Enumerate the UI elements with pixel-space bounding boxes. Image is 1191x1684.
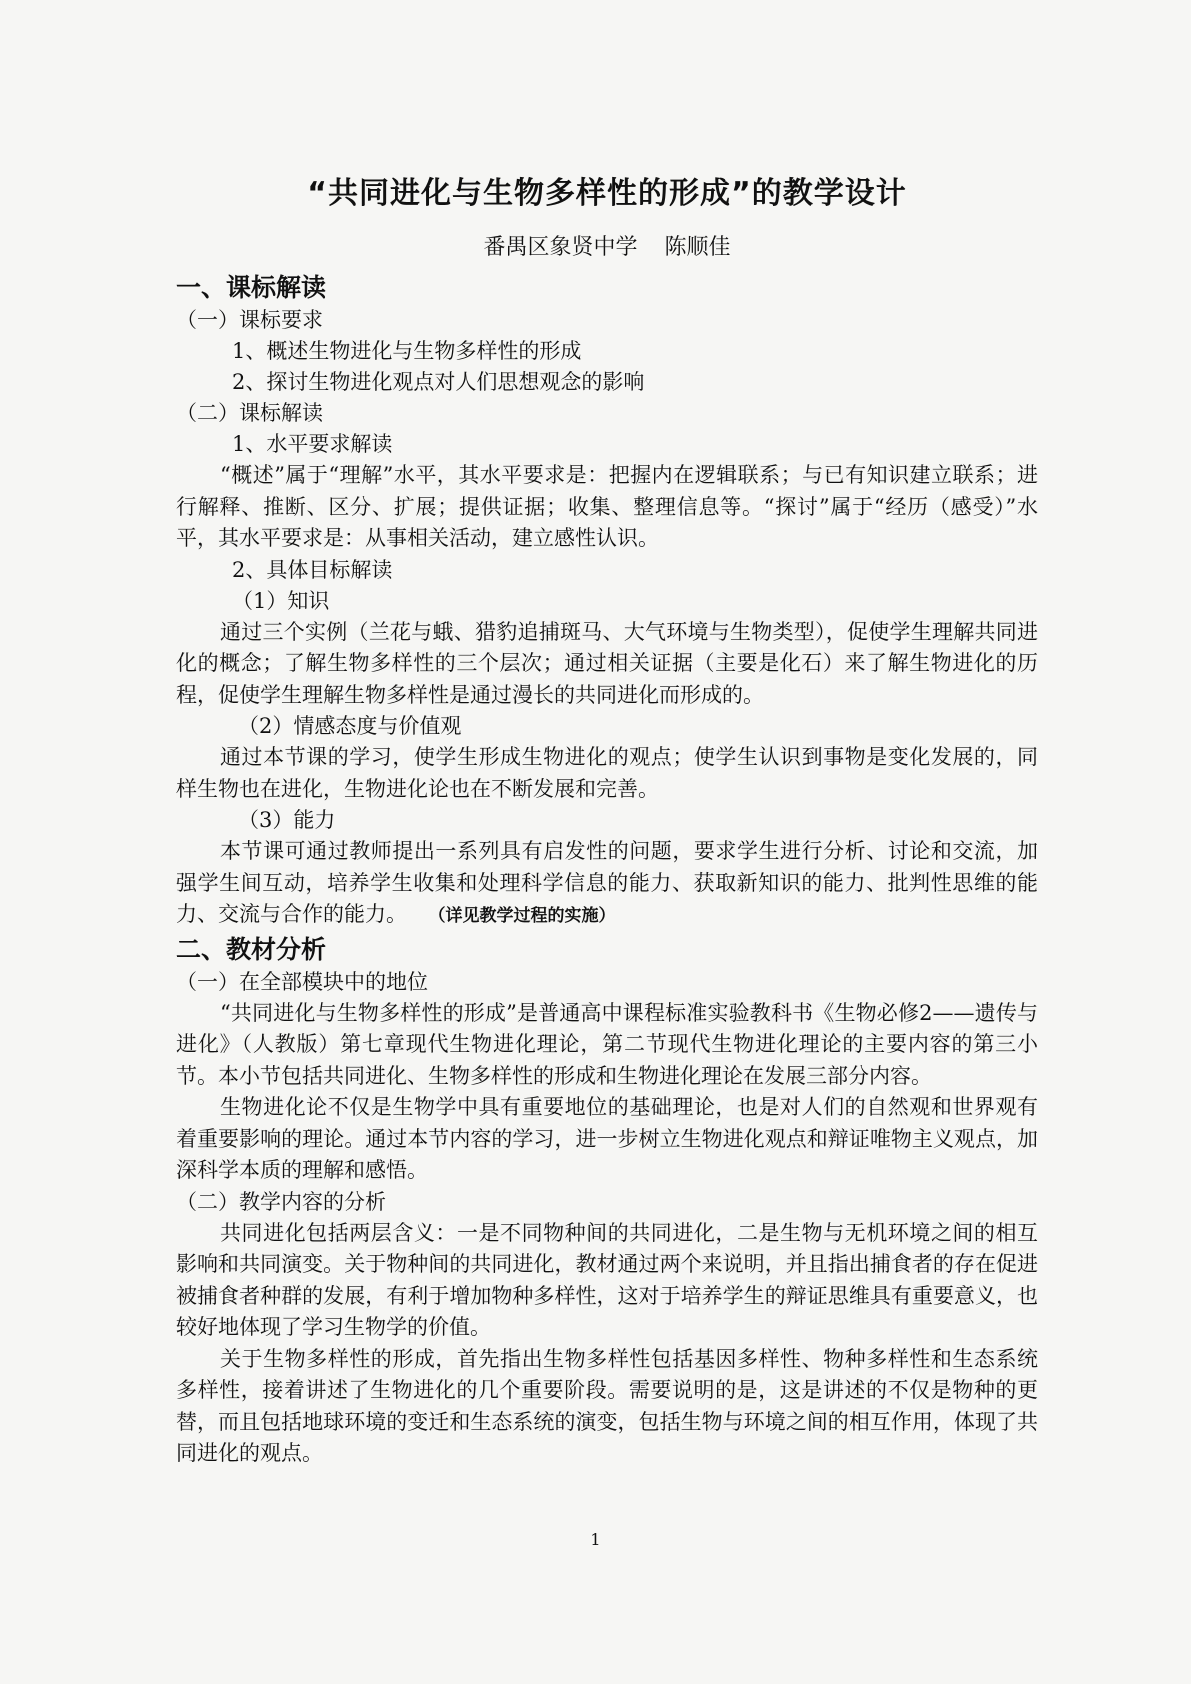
list-item: （3）能力 [238, 808, 336, 832]
section-heading-2: 二、教材分析 [176, 934, 327, 964]
page-number: 1 [590, 1530, 601, 1549]
subsection-heading: （二）教学内容的分析 [176, 1189, 386, 1214]
list-item: （2）情感态度与价值观 [238, 714, 462, 738]
list-item: （1）知识 [232, 588, 330, 613]
paragraph-text: 本节课可通过教师提出一系列具有启发性的问题，要求学生进行分析、讨论和交流，加强学生间互动，培养学生收集和处理科学信息的能力、获取新知识的能力、批判性思维的能力、交流与合作的能力。 [176, 839, 1038, 926]
paragraph: “共同进化与生物多样性的形成”是普通高中课程标准实验教科书《生物必修2——遗传与进化》（人教版）第七章现代生物进化理论，第二节现代生物进化理论的主要内容的第三小节。本小节包括共同进化、生物多样性的形成和生物进化理论在发展三部分内容。 [176, 1000, 1038, 1088]
list-item: 1、概述生物进化与生物多样性的形成 [232, 339, 582, 363]
document-title: “共同进化与生物多样性的形成”的教学设计 [307, 176, 907, 211]
subsection-heading: （一）课标要求 [176, 308, 323, 332]
section-heading-1: 一、课标解读 [176, 273, 327, 302]
paragraph [176, 836, 1038, 933]
subsection-heading: （一）在全部模块中的地位 [176, 969, 428, 994]
paragraph: 共同进化包括两层含义：一是不同物种间的共同进化，二是生物与无机环境之间的相互影响和共同演变。关于物种间的共同进化，教材通过两个来说明，并且指出捕食者的存在促进被捕食者种群的发展，有利于增加物种多样性，这对于培养学生的辩证思维具有重要意义，也较好地体现了学习生物学的价值。 [176, 1220, 1038, 1339]
subsection-heading: （二）课标解读 [176, 401, 323, 425]
paragraph: “概述”属于“理解”水平，其水平要求是：把握内在逻辑联系；与已有知识建立联系；进行解释、推断、区分、扩展；提供证据；收集、整理信息等。“探讨”属于“经历（感受）”水平，其水平要求是：从事相关活动，建立感性认识。 [176, 463, 1038, 550]
paragraph: 关于生物多样性的形成，首先指出生物多样性包括基因多样性、物种多样性和生态系统多样性，接着讲述了生物进化的几个重要阶段。需要说明的是，这是讲述的不仅是物种的更替，而且包括地球环境的变迁和生态系统的演变，包括生物与环境之间的相互作用，体现了共同进化的观点。 [176, 1346, 1038, 1465]
list-item: 2、探讨生物进化观点对人们思想观念的影响 [232, 370, 645, 394]
paragraph: 生物进化论不仅是生物学中具有重要地位的基础理论，也是对人们的自然观和世界观有着重要影响的理论。通过本节内容的学习，进一步树立生物进化观点和辩证唯物主义观点，加深科学本质的理解和感悟。 [176, 1095, 1038, 1182]
author-line: 番禺区象贤中学 陈顺佳 [483, 235, 731, 260]
list-item: 2、具体目标解读 [232, 557, 393, 582]
document-body [176, 168, 1038, 1470]
list-item: 1、水平要求解读 [232, 432, 393, 456]
paragraph: 通过本节课的学习，使学生形成生物进化的观点；使学生认识到事物是变化发展的，同样生物也在进化，生物进化论也在不断发展和完善。 [176, 745, 1038, 801]
paragraph: 通过三个实例（兰花与蛾、猎豹追捕斑马、大气环境与生物类型），促使学生理解共同进化的概念；了解生物多样性的三个层次；通过相关证据（主要是化石）来了解生物进化的历程，促使学生理解生物多样性是通过漫长的共同进化而形成的。 [176, 619, 1038, 707]
note-text: （详见教学过程的实施） [437, 906, 616, 926]
